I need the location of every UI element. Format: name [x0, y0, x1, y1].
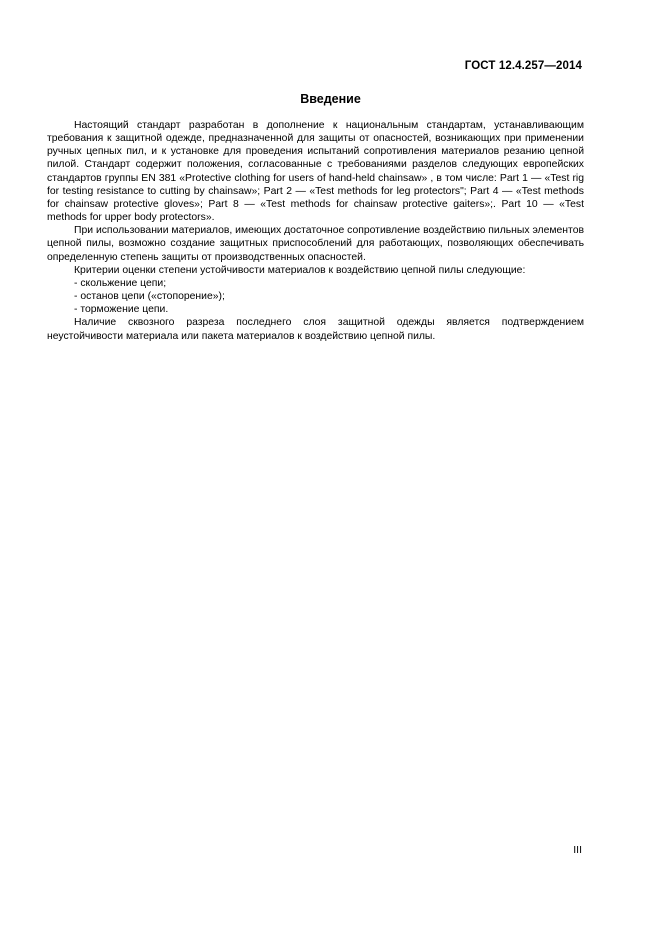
criteria-intro-paragraph: Критерии оценки степени устойчивости материалов к воздействию цепной пилы следующие:	[74, 264, 526, 276]
criteria-item-stop: - останов цепи («стопорение»);	[74, 291, 225, 303]
materials-paragraph: При использовании материалов, имеющих достаточное сопротивление воздействию пильных элементов цепной пилы, возможно создание защитных приспособлений для работающих, позволяющих обеспечивать определенную степень защиты от производственных опасностей.	[47, 225, 584, 263]
criteria-item-braking: - торможение цепи.	[74, 304, 169, 316]
criteria-item-sliding: - скольжение цепи;	[74, 277, 167, 289]
document-body	[47, 119, 584, 343]
section-title: Введение	[300, 92, 361, 106]
page-number: III	[573, 844, 582, 856]
intro-paragraph: Настоящий стандарт разработан в дополнение к национальным стандартам, устанавливающим требования к защитной одежде, предназначенной для защиты от опасностей, возникающих при применении ручных цепных пил, и к установке для проведения испытаний сопротивления материалов резанию цепной пилой. Стандарт содержит положения, согласованные с требованиями разделов следующих европейских стандартов группы EN 381 «Protective clothing for users of hand-held chainsaw» , в том числе: Part 1 — «Test rig for testing resistance to cutting by chainsaw»; Part 2 — «Test methods for leg protectors"; Part 4 — «Test methods for chainsaw protective gloves»; Part 8 — «Test methods for chainsaw protective gaiters»;. Part 10 — «Test methods for upper body protectors».	[47, 120, 584, 224]
closing-paragraph: Наличие сквозного разреза последнего слоя защитной одежды является подтверждением неустойчивости материала или пакета материалов к воздействию цепной пилы.	[47, 317, 584, 342]
document-code: ГОСТ 12.4.257—2014	[464, 60, 582, 72]
